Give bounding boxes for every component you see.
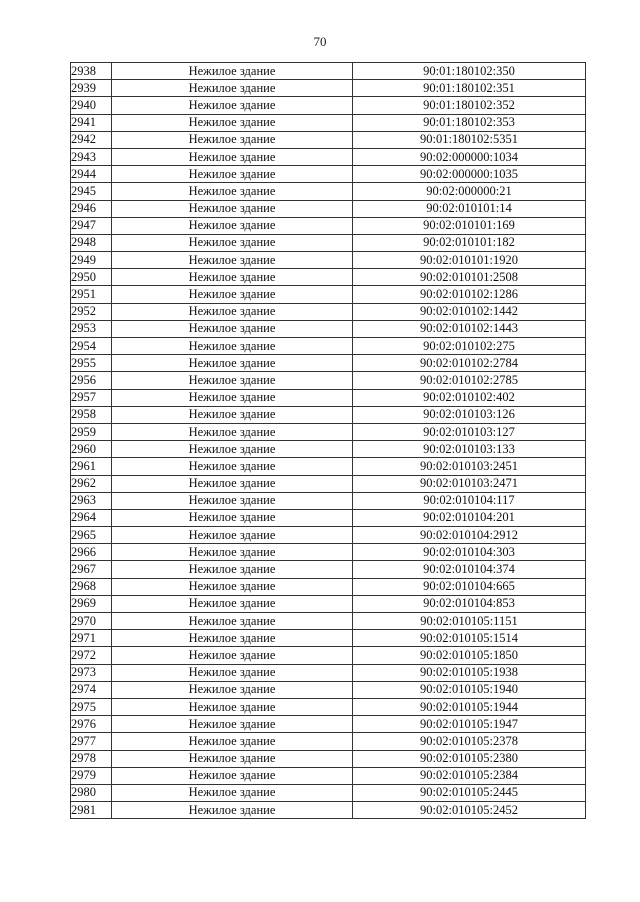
object-type-cell: Нежилое здание [112,647,353,664]
row-number-cell: 2975 [71,698,112,715]
table-row [71,63,586,80]
table-row [71,372,586,389]
row-number-cell: 2949 [71,252,112,269]
object-type-cell: Нежилое здание [112,183,353,200]
table-row [71,97,586,114]
object-type-cell: Нежилое здание [112,406,353,423]
object-type-cell: Нежилое здание [112,664,353,681]
object-type-cell: Нежилое здание [112,613,353,630]
cadastral-number-cell: 90:02:010104:374 [353,561,586,578]
table-row [71,423,586,440]
row-number-cell: 2964 [71,509,112,526]
row-number-cell: 2973 [71,664,112,681]
row-number-cell: 2938 [71,63,112,80]
table-body [71,63,586,819]
object-type-cell: Нежилое здание [112,114,353,131]
object-type-cell: Нежилое здание [112,97,353,114]
table-row [71,458,586,475]
row-number-cell: 2960 [71,441,112,458]
object-type-cell: Нежилое здание [112,200,353,217]
row-number-cell: 2952 [71,303,112,320]
cadastral-number-cell: 90:02:010105:2445 [353,784,586,801]
row-number-cell: 2939 [71,80,112,97]
table-row [71,595,586,612]
object-type-cell: Нежилое здание [112,544,353,561]
table-row [71,166,586,183]
cadastral-number-cell: 90:01:180102:350 [353,63,586,80]
table-row [71,286,586,303]
table-row [71,217,586,234]
cadastral-number-cell: 90:02:010101:2508 [353,269,586,286]
cadastral-number-cell: 90:02:010101:1920 [353,252,586,269]
cadastral-number-cell: 90:02:000000:21 [353,183,586,200]
table-row [71,664,586,681]
cadastral-number-cell: 90:02:010104:201 [353,509,586,526]
table-row [71,544,586,561]
object-type-cell: Нежилое здание [112,252,353,269]
table-row [71,320,586,337]
object-type-cell: Нежилое здание [112,527,353,544]
cadastral-number-cell: 90:02:010103:127 [353,423,586,440]
table-row [71,389,586,406]
cadastral-number-cell: 90:02:010104:665 [353,578,586,595]
cadastral-number-cell: 90:02:010103:2471 [353,475,586,492]
cadastral-number-cell: 90:02:010105:1947 [353,716,586,733]
row-number-cell: 2943 [71,148,112,165]
table-row [71,183,586,200]
row-number-cell: 2967 [71,561,112,578]
row-number-cell: 2970 [71,613,112,630]
cadastral-number-cell: 90:02:010105:2380 [353,750,586,767]
table-row [71,630,586,647]
object-type-cell: Нежилое здание [112,303,353,320]
object-type-cell: Нежилое здание [112,698,353,715]
table-row [71,750,586,767]
table-row [71,767,586,784]
cadastral-number-cell: 90:02:010101:182 [353,234,586,251]
row-number-cell: 2980 [71,784,112,801]
object-type-cell: Нежилое здание [112,131,353,148]
object-type-cell: Нежилое здание [112,286,353,303]
page-number: 70 [313,34,327,49]
row-number-cell: 2957 [71,389,112,406]
table-row [71,131,586,148]
row-number-cell: 2972 [71,647,112,664]
object-type-cell: Нежилое здание [112,561,353,578]
row-number-cell: 2958 [71,406,112,423]
cadastral-number-cell: 90:02:010105:1850 [353,647,586,664]
row-number-cell: 2974 [71,681,112,698]
property-registry-table [70,62,586,819]
cadastral-number-cell: 90:01:180102:352 [353,97,586,114]
row-number-cell: 2971 [71,630,112,647]
table-row [71,716,586,733]
cadastral-number-cell: 90:02:010102:2784 [353,355,586,372]
table-row [71,234,586,251]
object-type-cell: Нежилое здание [112,733,353,750]
object-type-cell: Нежилое здание [112,492,353,509]
table-row [71,303,586,320]
cadastral-number-cell: 90:02:010103:126 [353,406,586,423]
row-number-cell: 2969 [71,595,112,612]
cadastral-number-cell: 90:01:180102:351 [353,80,586,97]
cadastral-number-cell: 90:02:010103:2451 [353,458,586,475]
row-number-cell: 2959 [71,423,112,440]
object-type-cell: Нежилое здание [112,63,353,80]
object-type-cell: Нежилое здание [112,269,353,286]
row-number-cell: 2976 [71,716,112,733]
object-type-cell: Нежилое здание [112,750,353,767]
table-row [71,561,586,578]
cadastral-number-cell: 90:02:010102:1442 [353,303,586,320]
object-type-cell: Нежилое здание [112,767,353,784]
table-row [71,647,586,664]
table-row [71,802,586,819]
table-row [71,355,586,372]
row-number-cell: 2965 [71,527,112,544]
object-type-cell: Нежилое здание [112,355,353,372]
table-row [71,733,586,750]
table-row [71,200,586,217]
object-type-cell: Нежилое здание [112,509,353,526]
cadastral-number-cell: 90:01:180102:5351 [353,131,586,148]
cadastral-number-cell: 90:02:010104:117 [353,492,586,509]
object-type-cell: Нежилое здание [112,458,353,475]
table-row [71,578,586,595]
object-type-cell: Нежилое здание [112,441,353,458]
object-type-cell: Нежилое здание [112,578,353,595]
object-type-cell: Нежилое здание [112,166,353,183]
object-type-cell: Нежилое здание [112,234,353,251]
cadastral-number-cell: 90:02:010105:2452 [353,802,586,819]
row-number-cell: 2942 [71,131,112,148]
cadastral-number-cell: 90:02:000000:1035 [353,166,586,183]
row-number-cell: 2941 [71,114,112,131]
cadastral-number-cell: 90:01:180102:353 [353,114,586,131]
table-row [71,441,586,458]
object-type-cell: Нежилое здание [112,784,353,801]
cadastral-number-cell: 90:02:000000:1034 [353,148,586,165]
row-number-cell: 2955 [71,355,112,372]
cadastral-number-cell: 90:02:010105:1938 [353,664,586,681]
cadastral-number-cell: 90:02:010104:303 [353,544,586,561]
table-row [71,527,586,544]
row-number-cell: 2966 [71,544,112,561]
cadastral-number-cell: 90:02:010101:14 [353,200,586,217]
row-number-cell: 2961 [71,458,112,475]
row-number-cell: 2979 [71,767,112,784]
cadastral-number-cell: 90:02:010105:1940 [353,681,586,698]
row-number-cell: 2968 [71,578,112,595]
cadastral-number-cell: 90:02:010102:402 [353,389,586,406]
object-type-cell: Нежилое здание [112,372,353,389]
row-number-cell: 2956 [71,372,112,389]
row-number-cell: 2977 [71,733,112,750]
cadastral-number-cell: 90:02:010105:1944 [353,698,586,715]
object-type-cell: Нежилое здание [112,338,353,355]
cadastral-number-cell: 90:02:010104:853 [353,595,586,612]
row-number-cell: 2946 [71,200,112,217]
object-type-cell: Нежилое здание [112,802,353,819]
cadastral-number-cell: 90:02:010102:1443 [353,320,586,337]
cadastral-number-cell: 90:02:010102:275 [353,338,586,355]
row-number-cell: 2978 [71,750,112,767]
row-number-cell: 2953 [71,320,112,337]
cadastral-number-cell: 90:02:010101:169 [353,217,586,234]
object-type-cell: Нежилое здание [112,217,353,234]
table-row [71,475,586,492]
cadastral-number-cell: 90:02:010105:1514 [353,630,586,647]
table-row [71,148,586,165]
table-row [71,406,586,423]
object-type-cell: Нежилое здание [112,716,353,733]
row-number-cell: 2940 [71,97,112,114]
cadastral-number-cell: 90:02:010105:1151 [353,613,586,630]
cadastral-number-cell: 90:02:010102:2785 [353,372,586,389]
cadastral-number-cell: 90:02:010102:1286 [353,286,586,303]
table-row [71,80,586,97]
row-number-cell: 2981 [71,802,112,819]
table-row [71,252,586,269]
row-number-cell: 2963 [71,492,112,509]
table-row [71,698,586,715]
table-row [71,509,586,526]
row-number-cell: 2962 [71,475,112,492]
table-row [71,338,586,355]
object-type-cell: Нежилое здание [112,389,353,406]
cadastral-number-cell: 90:02:010105:2384 [353,767,586,784]
object-type-cell: Нежилое здание [112,475,353,492]
row-number-cell: 2947 [71,217,112,234]
row-number-cell: 2950 [71,269,112,286]
table-row [71,114,586,131]
object-type-cell: Нежилое здание [112,80,353,97]
object-type-cell: Нежилое здание [112,148,353,165]
table-row [71,681,586,698]
object-type-cell: Нежилое здание [112,423,353,440]
table-row [71,269,586,286]
cadastral-number-cell: 90:02:010103:133 [353,441,586,458]
cadastral-number-cell: 90:02:010104:2912 [353,527,586,544]
row-number-cell: 2945 [71,183,112,200]
row-number-cell: 2954 [71,338,112,355]
object-type-cell: Нежилое здание [112,681,353,698]
row-number-cell: 2948 [71,234,112,251]
cadastral-number-cell: 90:02:010105:2378 [353,733,586,750]
table-row [71,613,586,630]
row-number-cell: 2951 [71,286,112,303]
object-type-cell: Нежилое здание [112,630,353,647]
table-row [71,784,586,801]
table-row [71,492,586,509]
row-number-cell: 2944 [71,166,112,183]
object-type-cell: Нежилое здание [112,320,353,337]
object-type-cell: Нежилое здание [112,595,353,612]
